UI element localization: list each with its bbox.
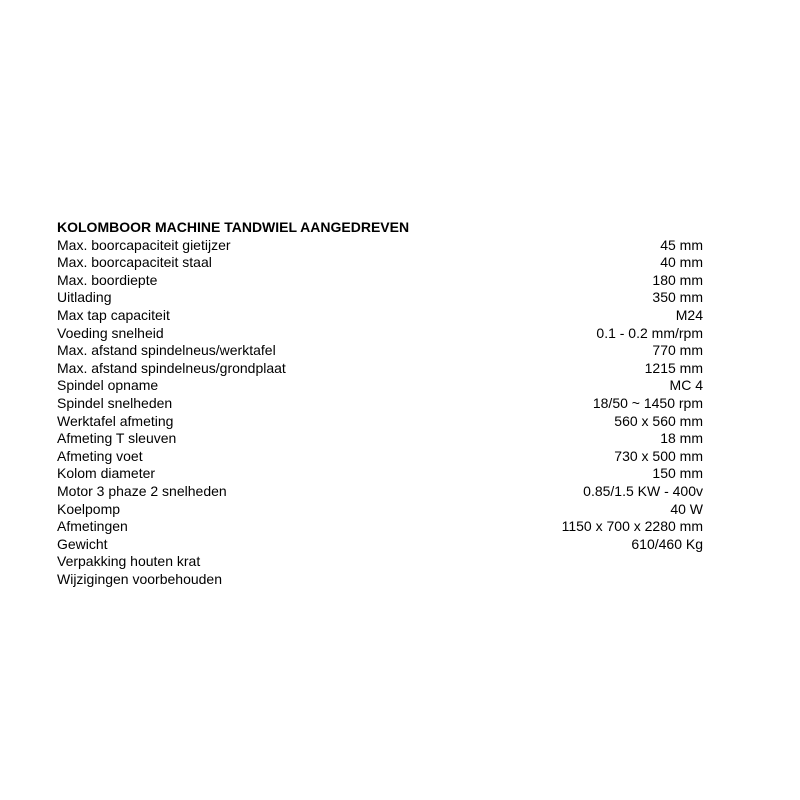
spec-row (57, 360, 705, 378)
spec-sheet (57, 219, 705, 588)
spec-label: Afmeting T sleuven (57, 430, 177, 447)
spec-value: 18 mm (660, 430, 703, 447)
spec-value: 45 mm (660, 236, 703, 253)
spec-label: Spindel opname (57, 377, 159, 394)
spec-value: 0.1 - 0.2 mm/rpm (596, 324, 703, 341)
spec-label: Max. afstand spindelneus/grondplaat (57, 359, 286, 376)
spec-value: 560 x 560 mm (614, 412, 703, 429)
spec-row (57, 307, 705, 325)
spec-row (57, 448, 705, 466)
packaging-note: Verpakking houten krat (57, 553, 201, 570)
disclaimer-note: Wijzigingen voorbehouden (57, 570, 222, 587)
spec-label: Max. boordiepte (57, 271, 158, 288)
spec-label: Afmeting voet (57, 447, 143, 464)
spec-value: 180 mm (652, 271, 703, 288)
spec-row (57, 501, 705, 519)
spec-value: 730 x 500 mm (614, 447, 703, 464)
spec-value: 770 mm (652, 342, 703, 359)
spec-row (57, 272, 705, 290)
spec-label: Voeding snelheid (57, 324, 164, 341)
spec-row (57, 254, 705, 272)
spec-row (57, 465, 705, 483)
spec-row (57, 342, 705, 360)
spec-value: 18/50 ~ 1450 rpm (592, 394, 703, 411)
spec-value: 350 mm (652, 289, 703, 306)
spec-value: 1215 mm (644, 359, 703, 376)
spec-row (57, 325, 705, 343)
spec-row (57, 536, 705, 554)
spec-row (57, 237, 705, 255)
spec-title: KOLOMBOOR MACHINE TANDWIEL AANGEDREVEN (57, 219, 410, 235)
spec-row (57, 413, 705, 431)
spec-label: Motor 3 phaze 2 snelheden (57, 482, 227, 499)
spec-row (57, 289, 705, 307)
spec-label: Max. boorcapaciteit staal (57, 254, 212, 271)
spec-row (57, 395, 705, 413)
spec-label: Max tap capaciteit (57, 306, 170, 323)
spec-label: Kolom diameter (57, 465, 156, 482)
spec-row (57, 377, 705, 395)
spec-value: 40 mm (660, 254, 703, 271)
spec-label: Uitlading (57, 289, 112, 306)
spec-row (57, 430, 705, 448)
spec-label: Gewicht (57, 535, 108, 552)
spec-label: Max. afstand spindelneus/werktafel (57, 342, 276, 359)
spec-value: 0.85/1.5 KW - 400v (583, 482, 703, 499)
spec-value: 610/460 Kg (631, 535, 703, 552)
spec-value: M24 (675, 306, 703, 323)
spec-label: Afmetingen (57, 518, 128, 535)
spec-label: Werktafel afmeting (57, 412, 174, 429)
spec-label: Max. boorcapaciteit gietijzer (57, 236, 231, 253)
spec-label: Koelpomp (57, 500, 121, 517)
spec-value: MC 4 (669, 377, 703, 394)
spec-label: Spindel snelheden (57, 394, 173, 411)
spec-value: 150 mm (652, 465, 703, 482)
spec-value: 1150 x 700 x 2280 mm (561, 518, 703, 535)
spec-value: 40 W (670, 500, 703, 517)
spec-row (57, 518, 705, 536)
spec-row (57, 483, 705, 501)
